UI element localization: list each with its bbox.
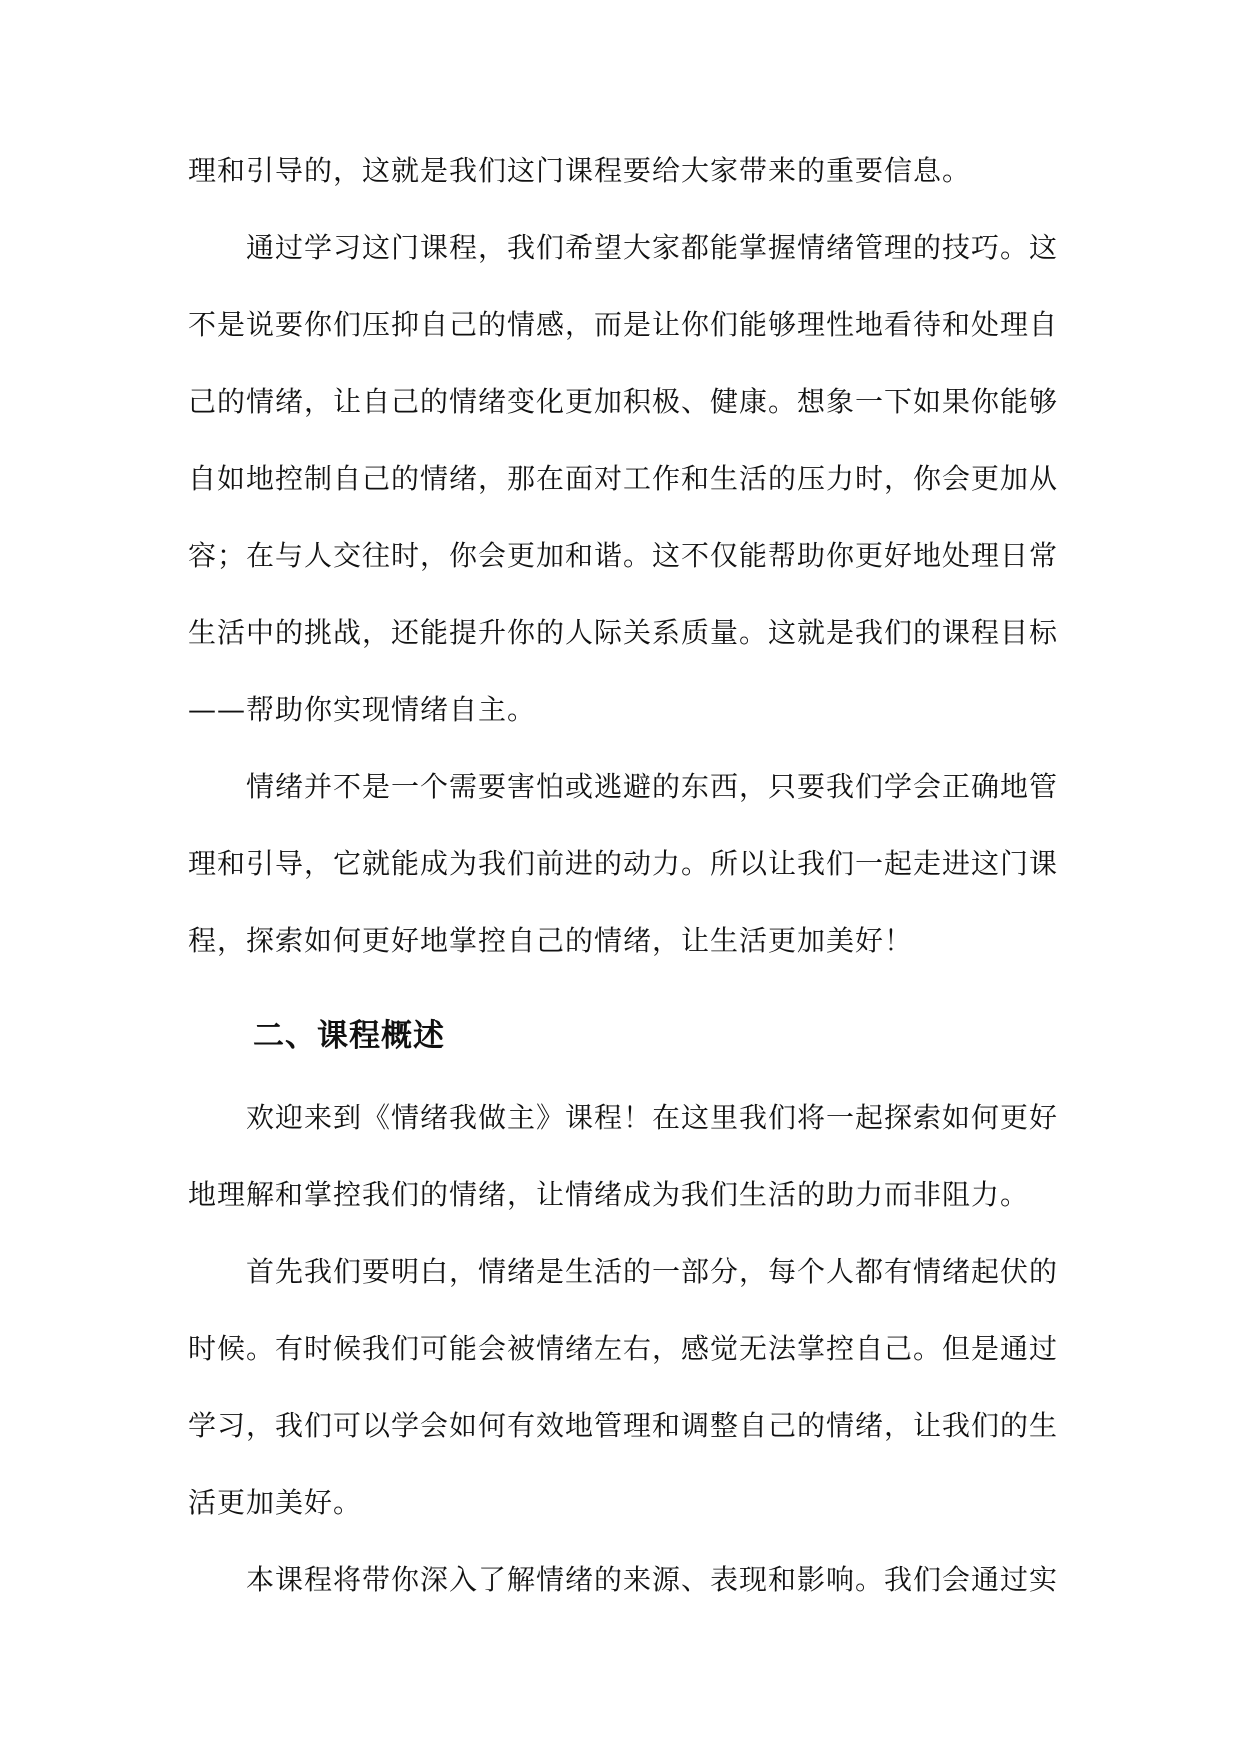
paragraph-understand-emotions: 首先我们要明白，情绪是生活的一部分，每个人都有情绪起伏的时候。有时候我们可能会被情绪左右，感觉无法掌控自己。但是通过学习，我们可以学会如何有效地管理和调整自己的情绪，让我们的生活更加美好。 <box>188 1255 1059 1519</box>
paragraph-emotion-motivation: 情绪并不是一个需要害怕或逃避的东西，只要我们学会正确地管理和引导，它就能成为我们前进的动力。所以让我们一起走进这门课程，探索如何更好地掌控自己的情绪，让生活更加美好！ <box>188 770 1059 957</box>
document-page <box>188 132 1058 1618</box>
section-heading: 二、课程概述 <box>253 1018 445 1054</box>
paragraph-course-content: 本课程将带你深入了解情绪的来源、表现和影响。我们会通过实 <box>246 1563 1059 1596</box>
paragraph-continuation: 理和引导的，这就是我们这门课程要给大家带来的重要信息。 <box>188 154 972 187</box>
paragraph-course-goal: 通过学习这门课程，我们希望大家都能掌握情绪管理的技巧。这不是说要你们压抑自己的情感，而是让你们能够理性地看待和处理自己的情绪，让自己的情绪变化更加积极、健康。想象一下如果你能够自如地控制自己的情绪，那在面对工作和生活的压力时，你会更加从容；在与人交往时，你会更加和谐。这不仅能帮助你更好地处理日常生活中的挑战，还能提升你的人际关系质量。这就是我们的课程目标——帮助你实现情绪自主。 <box>188 231 1059 726</box>
paragraph-welcome: 欢迎来到《情绪我做主》课程！在这里我们将一起探索如何更好地理解和掌控我们的情绪，让情绪成为我们生活的助力而非阻力。 <box>188 1101 1059 1211</box>
